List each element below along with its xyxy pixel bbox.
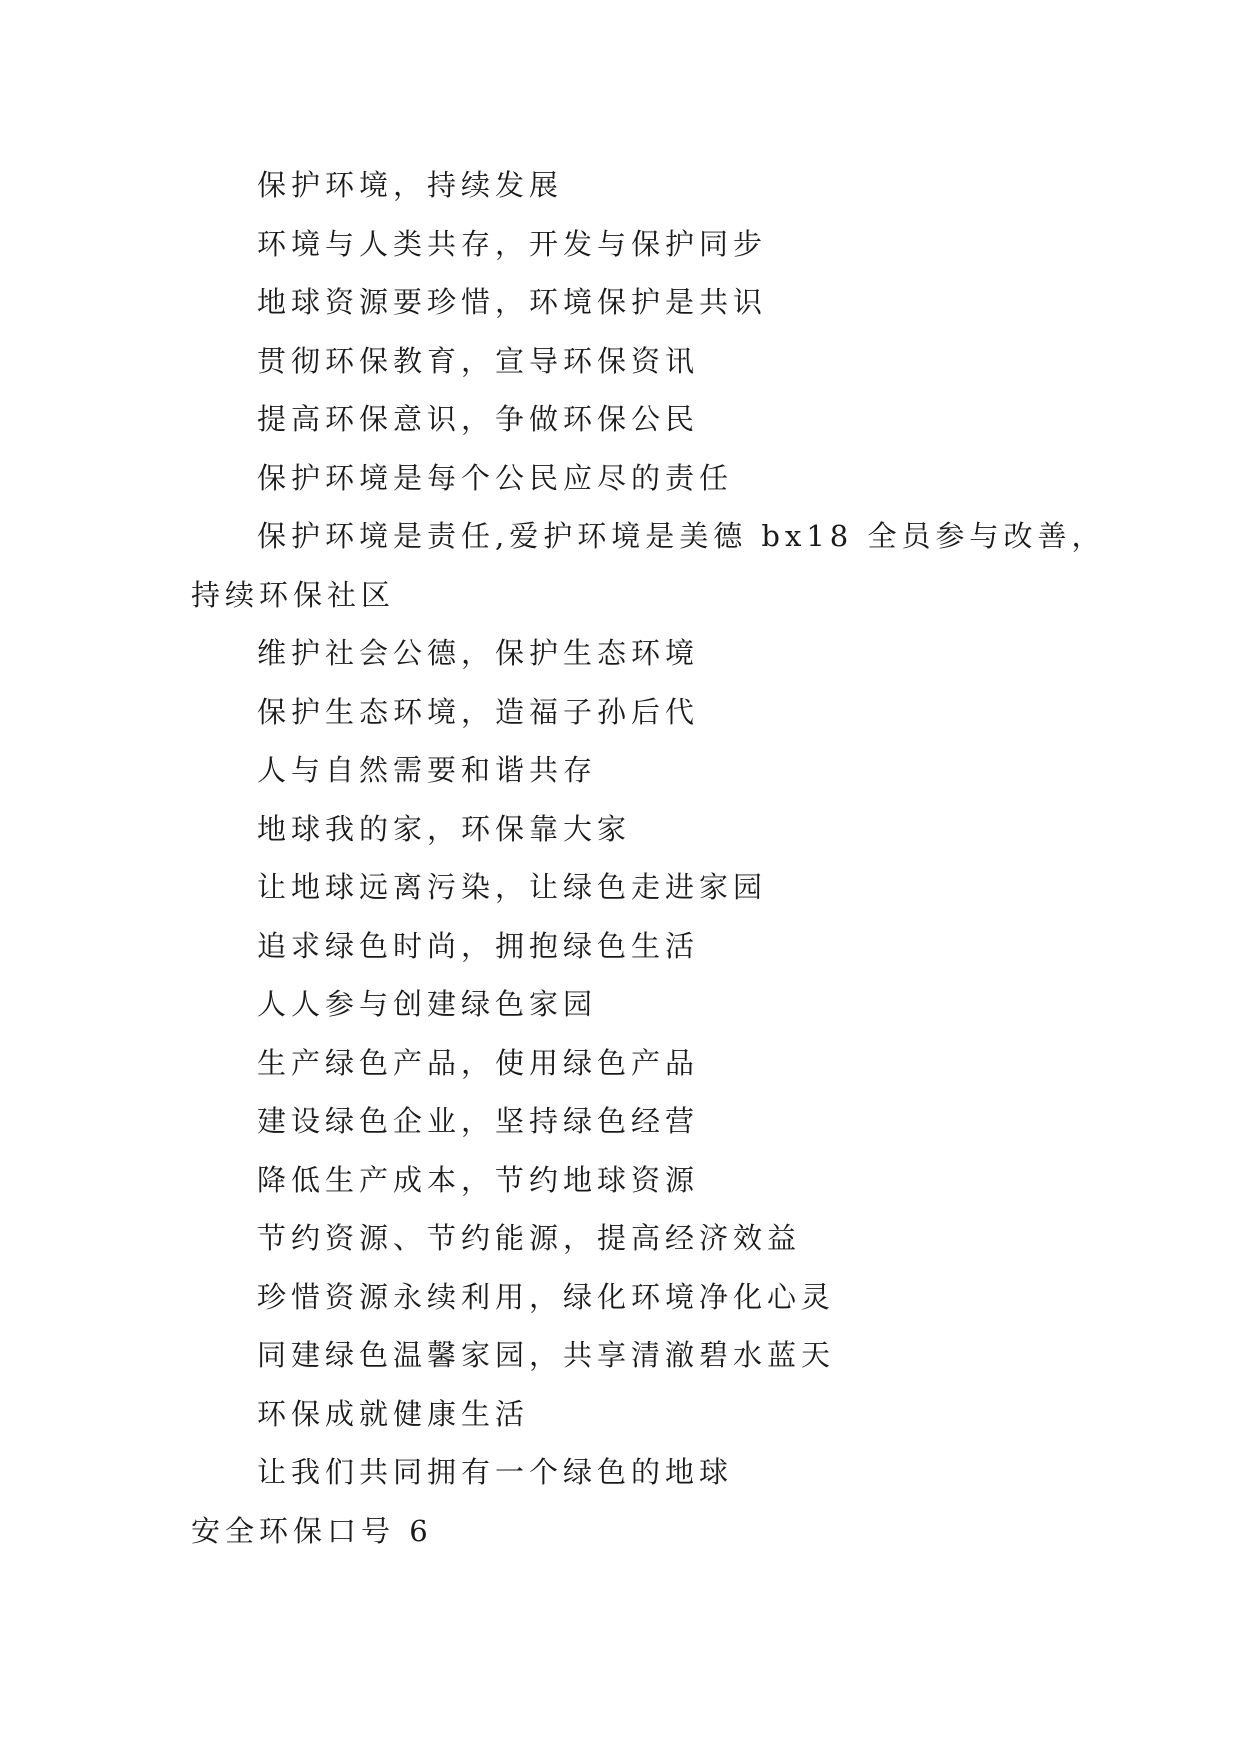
slogan-line: 地球资源要珍惜，环境保护是共识 [257,285,768,319]
section-heading: 安全环保口号 6 [191,1514,433,1548]
slogan-line: 降低生产成本，节约地球资源 [257,1163,700,1197]
slogan-line: 维护社会公德，保护生态环境 [257,636,700,670]
slogan-line: 让我们共同拥有一个绿色的地球 [257,1455,734,1489]
slogan-line: 节约资源、节约能源，提高经济效益 [257,1221,802,1255]
slogan-line: 环境与人类共存，开发与保护同步 [257,227,768,261]
slogan-line: 保护环境，持续发展 [257,168,564,202]
slogan-line: 让地球远离污染，让绿色走进家园 [257,870,768,904]
slogan-line: 地球我的家，环保靠大家 [257,812,632,846]
slogan-line: 追求绿色时尚，拥抱绿色生活 [257,929,700,963]
slogan-line: 生产绿色产品，使用绿色产品 [257,1046,700,1080]
slogan-line-continuation: 持续环保社区 [191,578,396,612]
slogan-line: 保护生态环境，造福子孙后代 [257,695,700,729]
slogan-line: 提高环保意识，争做环保公民 [257,402,700,436]
slogan-line: 保护环境是每个公民应尽的责任 [257,461,734,495]
slogan-line: 同建绿色温馨家园，共享清澈碧水蓝天 [257,1338,836,1372]
slogan-line: 人与自然需要和谐共存 [257,753,598,787]
slogan-line: 贯彻环保教育，宣导环保资讯 [257,344,700,378]
slogan-line: 人人参与创建绿色家园 [257,987,598,1021]
slogan-line: 建设绿色企业，坚持绿色经营 [257,1104,700,1138]
slogan-line: 保护环境是责任,爱护环境是美德 bx18 全员参与改善， [257,519,1106,553]
slogan-line: 环保成就健康生活 [257,1397,530,1431]
slogan-line: 珍惜资源永续利用，绿化环境净化心灵 [257,1280,836,1314]
